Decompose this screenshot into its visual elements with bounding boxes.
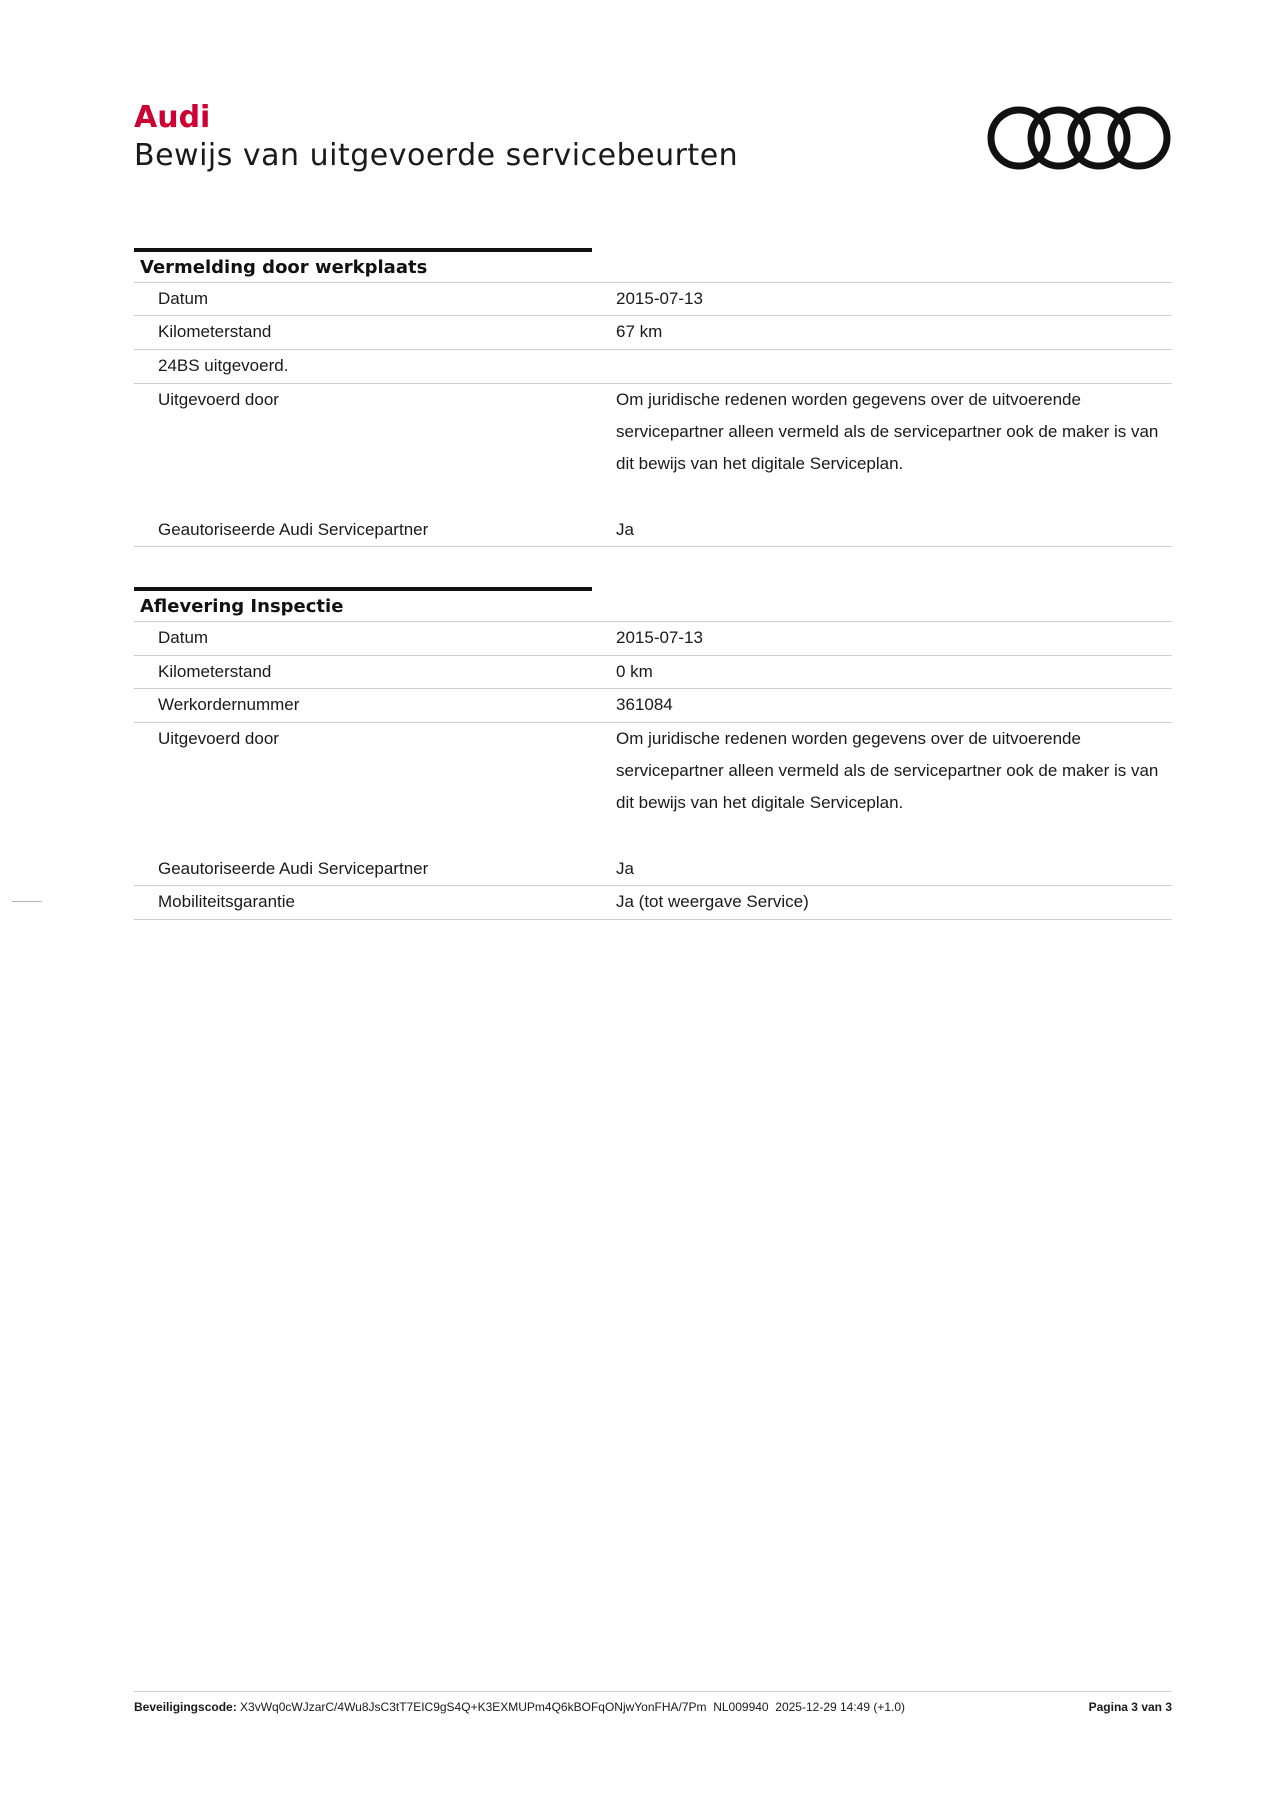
section-header [134,587,1172,622]
page-number: Pagina 3 van 3 [1088,1700,1172,1714]
row-work-order [134,689,1172,723]
row-authorized-partner [134,514,1172,547]
security-code-label: Beveiligingscode: [134,1700,237,1714]
row-label: Mobiliteitsgarantie [158,892,296,911]
document-title: Bewijs van uitgevoerde servicebeurten [134,138,739,173]
row-label: Werkordernummer [158,695,300,714]
row-date [134,283,1172,316]
section-header [134,248,1172,283]
audi-four-rings-icon [986,104,1172,172]
brand-name: Audi [134,100,211,135]
row-performed-by [134,723,1172,853]
row-value: 2015-07-13 [616,289,703,308]
row-label: Geautoriseerde Audi Servicepartner [158,520,429,539]
row-mobility-guarantee [134,886,1172,920]
row-performed-by [134,384,1172,514]
margin-fold-mark [12,901,42,902]
row-value: Om juridische redenen worden gegevens over de uitvoerende servicepartner alleen vermeld als de servicepartner ook de maker is van dit bewijs van het digitale Serviceplan. [616,729,1159,812]
section-title: Aflevering Inspectie [140,596,344,617]
row-value: Ja [616,859,634,878]
row-service-note [134,350,1172,384]
row-label: Datum [158,628,209,647]
footer-divider [134,1691,1172,1692]
row-label: Uitgevoerd door [158,390,279,409]
security-code: X3vWq0cWJzarC/4Wu8JsC3tT7EIC9gS4Q+K3EXMUPm4Q6kBOFqONjwYonFHA/7Pm [240,1700,707,1714]
row-value: Om juridische redenen worden gegevens over de uitvoerende servicepartner alleen vermeld als de servicepartner ook de maker is van dit bewijs van het digitale Serviceplan. [616,390,1159,473]
footer-security-info [134,1698,905,1716]
row-value: 0 km [616,662,653,681]
row-date [134,622,1172,656]
row-mileage [134,316,1172,350]
row-value: 67 km [616,322,663,341]
dealer-code: NL009940 [713,1700,769,1714]
row-label: Kilometerstand [158,322,272,341]
section-bar [134,248,592,252]
row-label: Kilometerstand [158,662,272,681]
section-workshop-entry [134,248,1172,547]
row-label: Geautoriseerde Audi Servicepartner [158,859,429,878]
row-authorized-partner [134,853,1172,886]
row-label: 24BS uitgevoerd. [158,356,289,375]
section-delivery-inspection [134,587,1172,920]
page-footer [134,1698,1172,1716]
row-value: 361084 [616,695,673,714]
row-label: Datum [158,289,209,308]
section-title: Vermelding door werkplaats [140,257,428,278]
row-mileage [134,656,1172,689]
row-value: Ja (tot weergave Service) [616,892,809,911]
row-label: Uitgevoerd door [158,729,279,748]
row-value: 2015-07-13 [616,628,703,647]
section-bar [134,587,592,591]
row-value: Ja [616,520,634,539]
print-timestamp: 2025-12-29 14:49 (+1.0) [775,1700,906,1714]
